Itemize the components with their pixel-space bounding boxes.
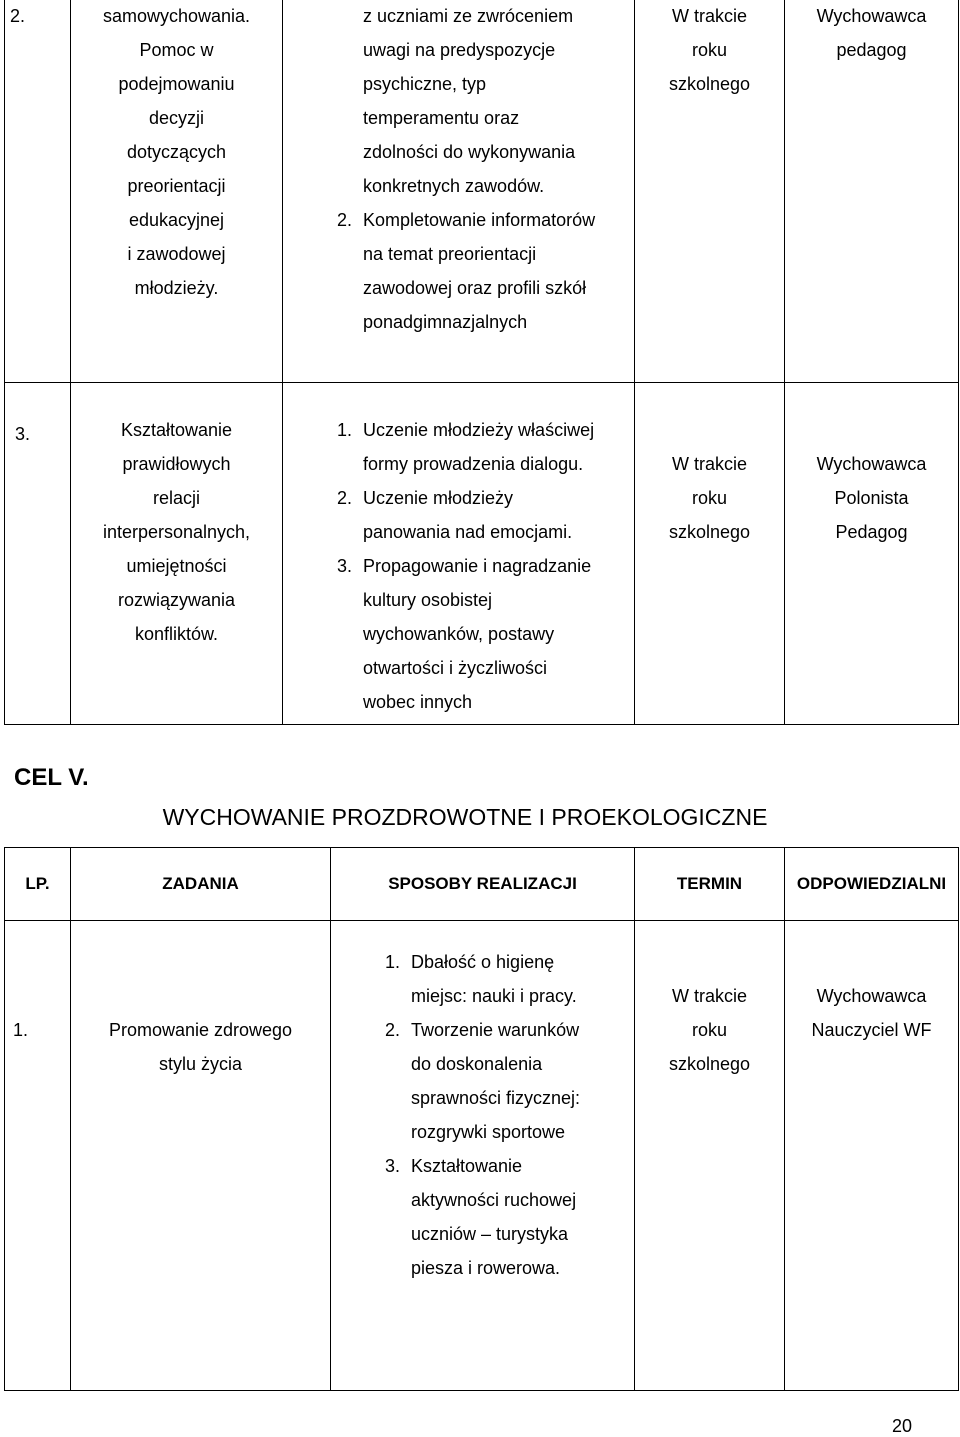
plan-table-continued	[4, 0, 959, 725]
list-item-text: Dbałość o higienę	[411, 952, 555, 972]
text-line: rozwiązywania	[117, 590, 236, 610]
list-item-number	[337, 617, 363, 651]
list-item-text: konkretnych zawodów.	[363, 176, 545, 196]
list-item-text: uwagi na predyspozycje	[363, 40, 556, 60]
list-item-number	[337, 135, 363, 169]
table-header-row	[5, 848, 959, 921]
text-line: umiejętności	[126, 556, 227, 576]
column-header-zadania: ZADANIA	[71, 848, 331, 921]
list-item	[385, 1047, 634, 1081]
list-item	[385, 1115, 634, 1149]
odpowiedzialni-cell	[785, 921, 959, 1391]
list-item-text: otwartości i życzliwości	[363, 658, 548, 678]
list-item-number: 1.	[337, 420, 353, 440]
list-item-number	[385, 1115, 411, 1149]
text-line: szkolnego	[668, 1054, 751, 1074]
column-header-termin: TERMIN	[635, 848, 785, 921]
list-item-number	[337, 305, 363, 339]
list-item	[337, 0, 634, 33]
list-item-text: temperamentu oraz	[363, 108, 520, 128]
table-row	[5, 921, 959, 1391]
list-item	[337, 203, 634, 237]
list-item-number: 2.	[385, 1020, 401, 1040]
text-line: edukacyjnej	[128, 210, 225, 230]
text-line: stylu życia	[158, 1054, 243, 1074]
list-item-text: do doskonalenia	[411, 1054, 543, 1074]
list-item-text: miejsc: nauki i pracy.	[411, 986, 577, 1006]
text-line: samowychowania.	[102, 6, 251, 26]
text-line: konfliktów.	[134, 624, 219, 644]
column-header-odpowiedzialni: ODPOWIEDZIALNI	[785, 848, 959, 921]
text-line: i zawodowej	[127, 244, 226, 264]
list-item	[385, 945, 634, 979]
list-item-text: Tworzenie warunków	[411, 1020, 580, 1040]
list-item-number	[337, 515, 363, 549]
termin-cell	[635, 383, 785, 725]
sposoby-cell	[331, 921, 635, 1391]
list-item	[337, 271, 634, 305]
list-item	[337, 237, 634, 271]
list-item-number	[337, 651, 363, 685]
text-line: szkolnego	[668, 74, 751, 94]
list-item	[337, 583, 634, 617]
list-item	[337, 135, 634, 169]
section-title: CEL V.	[14, 764, 89, 791]
text-line: Pedagog	[835, 522, 908, 542]
zadania-cell	[71, 0, 283, 383]
list-item-text: panowania nad emocjami.	[363, 522, 573, 542]
text-line: pedagog	[836, 40, 907, 60]
list-item-text: rozgrywki sportowe	[411, 1122, 566, 1142]
column-header-sposoby: SPOSOBY REALIZACJI	[331, 848, 635, 921]
list-item-text: psychiczne, typ	[363, 74, 487, 94]
text-line: preorientacji	[127, 176, 226, 196]
list-item	[385, 1217, 634, 1251]
zadania-cell	[71, 383, 283, 725]
list-item-text: uczniów – turystyka	[411, 1224, 569, 1244]
list-item	[385, 1149, 634, 1183]
list-item-text: wychowanków, postawy	[363, 624, 555, 644]
lp-number: 3.	[15, 424, 31, 444]
list-item-number	[385, 1081, 411, 1115]
list-item	[337, 515, 634, 549]
list-item	[385, 1013, 634, 1047]
list-item-text: na temat preorientacji	[363, 244, 537, 264]
list-item-number	[385, 1217, 411, 1251]
list-item-text: wobec innych	[363, 692, 473, 712]
list-item-text: zawodowej oraz profili szkół	[363, 278, 587, 298]
sposoby-cell	[283, 0, 635, 383]
text-line: relacji	[152, 488, 200, 508]
list-item-number	[337, 583, 363, 617]
lp-cell	[5, 921, 71, 1391]
list-item	[337, 447, 634, 481]
text-line: W trakcie	[671, 454, 747, 474]
list-item-number	[337, 237, 363, 271]
text-line: szkolnego	[668, 522, 751, 542]
list-item	[385, 1183, 634, 1217]
list-item-number: 1.	[385, 952, 401, 972]
list-item-text: sprawności fizycznej:	[411, 1088, 581, 1108]
list-item	[337, 481, 634, 515]
list-item	[337, 651, 634, 685]
table-row	[5, 0, 959, 383]
list-item	[337, 101, 634, 135]
list-item-text: aktywności ruchowej	[411, 1190, 577, 1210]
list-item-number	[337, 271, 363, 305]
list-item-text: ponadgimnazjalnych	[363, 312, 528, 332]
lp-cell	[5, 0, 71, 383]
list-item-number	[337, 447, 363, 481]
text-line: dotyczących	[126, 142, 227, 162]
list-item-number: 2.	[337, 488, 353, 508]
text-line: roku	[691, 1020, 727, 1040]
list-item-number: 2.	[337, 210, 353, 230]
text-line: młodzieży.	[134, 278, 219, 298]
list-item-text: formy prowadzenia dialogu.	[363, 454, 584, 474]
zadania-cell	[71, 921, 331, 1391]
list-item-number	[337, 0, 363, 33]
list-item-number: 3.	[337, 556, 353, 576]
list-item-number	[385, 1047, 411, 1081]
list-item	[337, 617, 634, 651]
termin-cell	[635, 921, 785, 1391]
text-line: Nauczyciel WF	[811, 1020, 932, 1040]
text-line: Kształtowanie	[120, 420, 233, 440]
list-item-number: 3.	[385, 1156, 401, 1176]
list-item-text: Kompletowanie informatorów	[363, 210, 596, 230]
text-line: roku	[691, 488, 727, 508]
odpowiedzialni-cell	[785, 0, 959, 383]
column-header-lp: LP.	[5, 848, 71, 921]
section-subtitle: WYCHOWANIE PROZDROWOTNE I PROEKOLOGICZNE	[162, 804, 768, 830]
text-line: W trakcie	[671, 6, 747, 26]
list-item-text: z uczniami ze zwróceniem	[363, 6, 574, 26]
list-item-number	[337, 169, 363, 203]
page-number: 20	[892, 1416, 913, 1436]
list-item-number	[385, 1183, 411, 1217]
termin-cell	[635, 0, 785, 383]
list-item	[337, 67, 634, 101]
list-item-text: kultury osobistej	[363, 590, 493, 610]
text-line: interpersonalnych,	[102, 522, 251, 542]
text-line: Wychowawca	[816, 454, 927, 474]
odpowiedzialni-cell	[785, 383, 959, 725]
list-item-text: Uczenie młodzieży właściwej	[363, 420, 595, 440]
text-line: Polonista	[834, 488, 909, 508]
list-item	[337, 305, 634, 339]
list-item	[385, 979, 634, 1013]
text-line: roku	[691, 40, 727, 60]
list-item-text: zdolności do wykonywania	[363, 142, 576, 162]
table-row	[5, 383, 959, 725]
list-item-number	[337, 33, 363, 67]
list-item-text: Propagowanie i nagradzanie	[363, 556, 592, 576]
lp-number: 1.	[13, 1020, 29, 1040]
list-item-number	[337, 67, 363, 101]
list-item-text: piesza i rowerowa.	[411, 1258, 561, 1278]
text-line: Pomoc w	[139, 40, 214, 60]
text-line: Wychowawca	[816, 6, 927, 26]
list-item	[337, 169, 634, 203]
list-item	[385, 1081, 634, 1115]
list-item	[385, 1251, 634, 1285]
list-item	[337, 685, 634, 719]
list-item-number	[337, 685, 363, 719]
lp-cell	[5, 383, 71, 725]
text-line: W trakcie	[671, 986, 747, 1006]
text-line: decyzji	[148, 108, 205, 128]
plan-table	[4, 847, 959, 1391]
list-item	[337, 549, 634, 583]
list-item-number	[337, 101, 363, 135]
text-line: prawidłowych	[122, 454, 231, 474]
text-line: podejmowaniu	[118, 74, 235, 94]
list-item-number	[385, 1251, 411, 1285]
text-line: Wychowawca	[816, 986, 927, 1006]
list-item-text: Kształtowanie	[411, 1156, 523, 1176]
text-line: Promowanie zdrowego	[108, 1020, 293, 1040]
list-item-number	[385, 979, 411, 1013]
sposoby-cell	[283, 383, 635, 725]
list-item	[337, 413, 634, 447]
lp-number: 2.	[10, 6, 26, 26]
list-item	[337, 33, 634, 67]
list-item-text: Uczenie młodzieży	[363, 488, 514, 508]
